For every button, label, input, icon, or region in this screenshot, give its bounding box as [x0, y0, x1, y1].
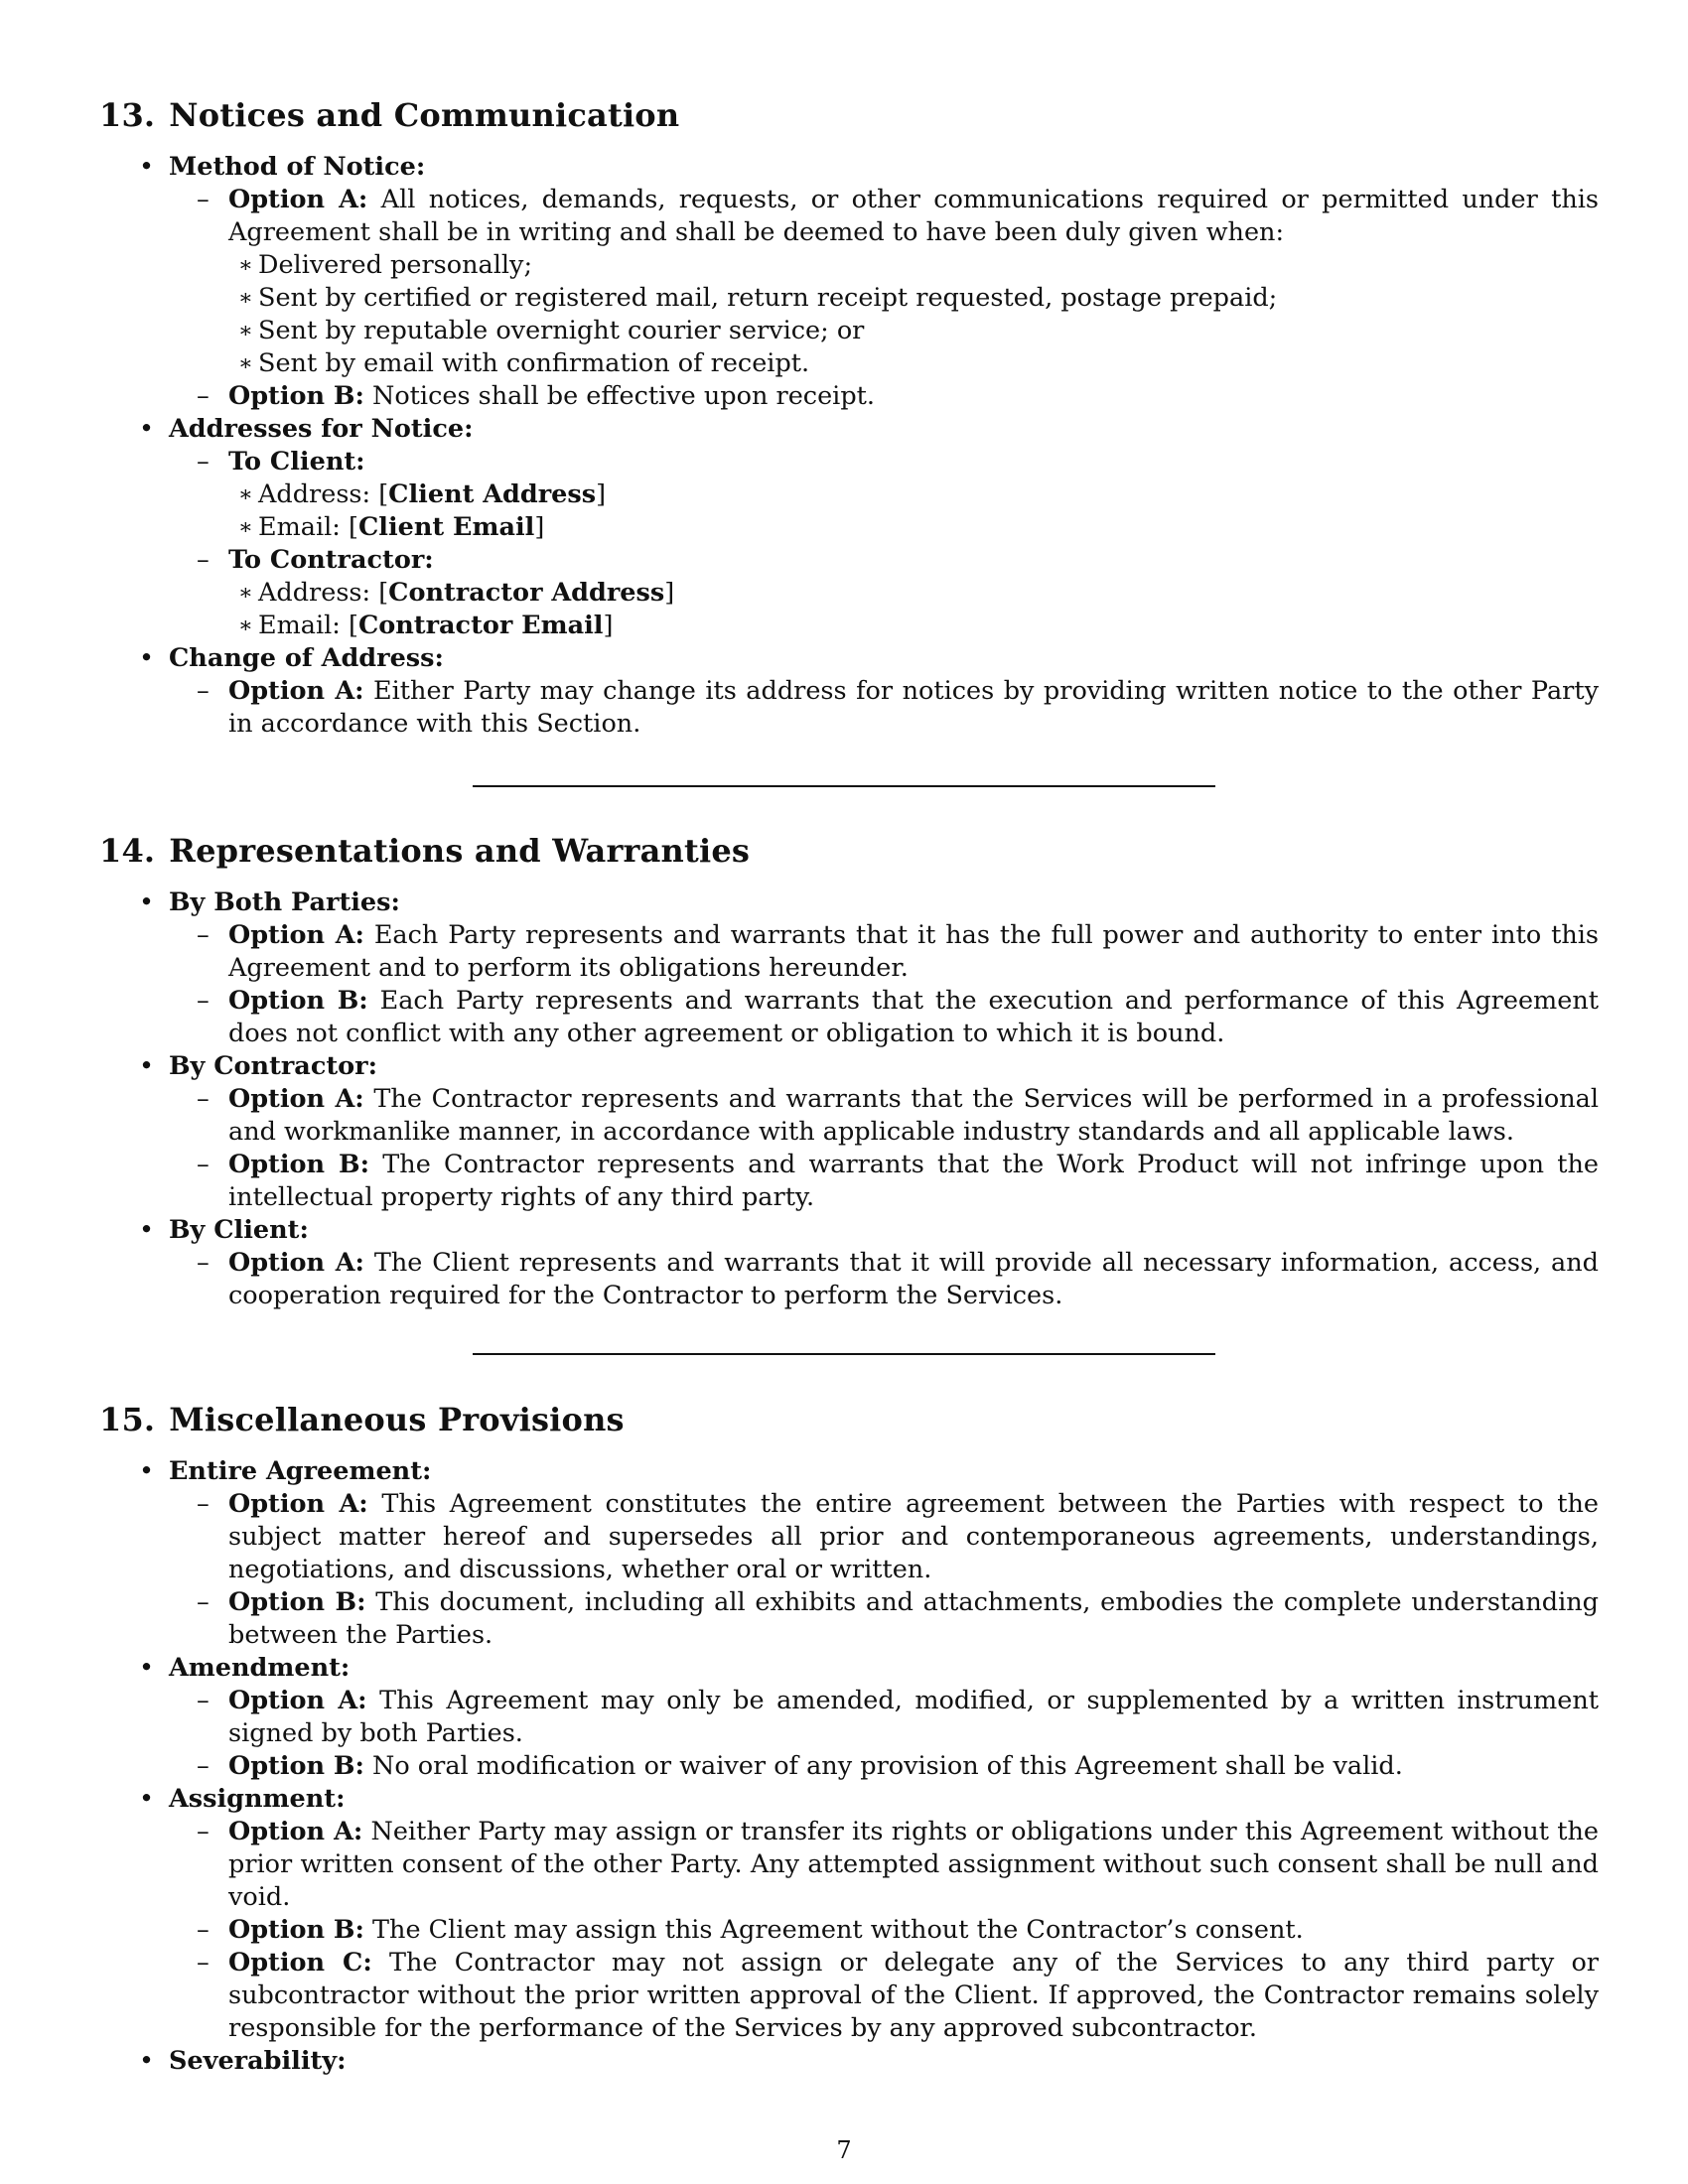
option-item: – To Contractor: ∗ Address: [Contractor Address] ∗ Email: [Contractor Email]: [169, 544, 1599, 642]
section-14-list: [0, 887, 1599, 1312]
option-label: Option B:: [228, 986, 368, 1016]
list-item: • Assignment: – Option A: Neither Party may assign or transfer its rights or obligations under this Agreement without the prior written consent of the other Party. Any attempted assignment without such consent shall be null and void. – Option B: The Client may assign this Agreement without the Contractor’s consent. – Option C: The Contractor may not assign or delegate any of the Services to any third party or subcontractor without the prior written approval of the Client. If approved, the Contractor remains solely responsible for the performance of the Services by any approved subcontractor.: [139, 1784, 1600, 2043]
section-divider: [473, 785, 1215, 787]
option-item: – Option B: No oral modification or waiver of any provision of this Agreement shall be valid.: [197, 1751, 1403, 1781]
list-item: [0, 151, 1599, 413]
section-divider: [473, 1353, 1215, 1355]
option-label: Option A:: [228, 1817, 363, 1846]
option-label: Option A:: [228, 1084, 364, 1114]
section-13-list: [0, 151, 1599, 741]
option-text: The Contractor may not assign or delegate any of the Services to any third party or subcontractor without the prior written approval of the Client. If approved, the Contractor remains solely responsible for the performance of the Services by any approved subcontractor.: [228, 1948, 1599, 2043]
option-label: Option A:: [228, 185, 368, 214]
option-text: This Agreement may only be amended, modified, or supplemented by a written instrument signed by both Parties.: [228, 1686, 1600, 1748]
option-label: Option C:: [228, 1948, 372, 1978]
option-item: – Option B: Each Party represents and warrants that the execution and performance of this Agreement does not conflict with any other agreement or obligation to which it is bound.: [197, 986, 1599, 1048]
option-text: Each Party represents and warrants that it has the full power and authority to enter into this Agreement and to perform its obligations hereunder.: [228, 920, 1599, 983]
item-heading: By Contractor:: [169, 1051, 377, 1081]
option-item: – Option A: The Client represents and warrants that it will provide all necessary information, access, and cooperation required for the Contractor to perform the Services.: [197, 1248, 1599, 1310]
item-heading: Severability:: [169, 2046, 347, 2076]
sub-item: ∗ Sent by certified or registered mail, return receipt requested, postage prepaid;: [238, 283, 1278, 313]
item-heading: Assignment:: [169, 1784, 346, 1814]
list-item: • By Contractor: – Option A: The Contractor represents and warrants that the Services will be performed in a professional and workmanlike manner, in accordance with applicable industry standards and all applicable laws. – Option B: The Contractor represents and warrants that the Work Product will not infringe upon the intellectual property rights of any third party.: [139, 1051, 1599, 1212]
item-heading: Change of Address:: [169, 643, 444, 673]
option-text: Each Party represents and warrants that the execution and performance of this Agreement does not conflict with any other agreement or obligation to which it is bound.: [228, 986, 1599, 1048]
option-label: Option B:: [228, 381, 364, 411]
item-heading: Entire Agreement:: [169, 1456, 432, 1486]
option-label: Option B:: [228, 1915, 364, 1945]
option-item: – To Client: ∗ Address: [Client Address] ∗ Email: [Client Email]: [169, 446, 1599, 544]
section-15-list: [0, 1455, 1599, 2078]
option-label: Option A:: [228, 1248, 364, 1278]
section-14-title: 14. Representations and Warranties: [99, 832, 751, 870]
option-item: – Option A: This Agreement constitutes the entire agreement between the Parties with respect to the subject matter hereof and supersedes all prior and contemporaneous agreements, understandings, negotiations, and discussions, whether oral or written.: [197, 1489, 1599, 1584]
option-text: No oral modification or waiver of any provision of this Agreement shall be valid.: [372, 1751, 1403, 1781]
option-label: Option A:: [228, 1686, 367, 1715]
item-heading: By Client:: [169, 1215, 309, 1245]
option-item: – Option B: This document, including all exhibits and attachments, embodies the complete understanding between the Parties.: [197, 1587, 1600, 1650]
option-label: Option B:: [228, 1150, 370, 1179]
option-item: – Option A: Neither Party may assign or transfer its rights or obligations under this Agreement without the prior written consent of the other Party. Any attempted assignment without such consent shall be null and void.: [197, 1817, 1600, 1912]
list-item: • Entire Agreement: – Option A: This Agreement constitutes the entire agreement between the Parties with respect to the subject matter hereof and supersedes all prior and contemporaneous agreements, understandings, negotiations, and discussions, whether oral or written. – Option B: This document, including all exhibits and attachments, embodies the complete understanding between the Parties.: [139, 1456, 1600, 1650]
list-item: • By Client: – Option A: The Client represents and warrants that it will provide all necessary information, access, and cooperation required for the Contractor to perform the Services.: [139, 1215, 1599, 1310]
list-item: • Addresses for Notice: – To Client: ∗ Address: [Client Address] ∗ Email: [Client Email] – To Contractor: ∗ Address: [Contractor Address] ∗ Email: [Contractor Email]: [0, 413, 1599, 642]
section-13-title: 13. Notices and Communication: [99, 96, 680, 134]
contractor-email-placeholder: Contractor Email: [357, 611, 604, 640]
list-item: • By Both Parties: – Option A: Each Party represents and warrants that it has the full power and authority to enter into this Agreement and to perform its obligations hereunder. – Option B: Each Party represents and warrants that the execution and performance of this Agreement does not conflict with any other agreement or obligation to which it is bound.: [139, 887, 1599, 1048]
option-label: Option A:: [228, 920, 364, 950]
list-item: • Change of Address: – Option A: Either Party may change its address for notices by providing written notice to the other Party in accordance with this Section.: [139, 643, 1599, 739]
option-text: All notices, demands, requests, or other communications required or permitted under this Agreement shall be in writing and shall be deemed to have been duly given when:: [228, 185, 1600, 247]
option-text: Neither Party may assign or transfer its rights or obligations under this Agreement without the prior written consent of the other Party. Any attempted assignment without such consent shall be null and void.: [228, 1817, 1600, 1912]
section-15-title: 15. Miscellaneous Provisions: [99, 1401, 625, 1438]
option-label: Option B:: [228, 1587, 366, 1617]
option-label: To Client:: [228, 447, 365, 477]
page-number: 7: [836, 2136, 852, 2164]
option-item: – Option A: Either Party may change its address for notices by providing written notice to the other Party in accordance with this Section.: [197, 676, 1599, 739]
option-item: – Option B: The Client may assign this Agreement without the Contractor’s consent.: [197, 1915, 1304, 1945]
option-label: To Contractor:: [228, 545, 434, 575]
sub-item: ∗ Sent by reputable overnight courier service; or: [238, 316, 865, 345]
item-heading: Amendment:: [169, 1653, 351, 1683]
option-text: Notices shall be effective upon receipt.: [372, 381, 875, 411]
option-text: The Client may assign this Agreement without the Contractor’s consent.: [372, 1915, 1304, 1945]
item-heading: By Both Parties:: [169, 887, 400, 917]
item-heading: Addresses for Notice:: [169, 414, 474, 444]
sub-item: ∗ Sent by email with confirmation of receipt.: [238, 348, 810, 378]
option-item: – Option B: The Contractor represents and warrants that the Work Product will not infringe upon the intellectual property rights of any third party.: [197, 1150, 1599, 1212]
option-text: The Client represents and warrants that it will provide all necessary information, access, and cooperation required for the Contractor to perform the Services.: [228, 1248, 1599, 1310]
sub-item: ∗ Address: [Client Address]: [238, 479, 607, 509]
option-item: – Option A: Each Party represents and warrants that it has the full power and authority to enter into this Agreement and to perform its obligations hereunder.: [197, 920, 1599, 983]
sub-item: ∗ Email: [Client Email]: [238, 512, 545, 542]
option-text: This Agreement constitutes the entire agreement between the Parties with respect to the subject matter hereof and supersedes all prior and contemporaneous agreements, understandings, negotiations, and discussions, whether oral or written.: [228, 1489, 1599, 1584]
option-label: Option B:: [228, 1751, 364, 1781]
list-item: • Amendment: – Option A: This Agreement may only be amended, modified, or supplemented by a written instrument signed by both Parties. – Option B: No oral modification or waiver of any provision of this Agreement shall be valid.: [139, 1653, 1600, 1781]
option-item: – Option C: The Contractor may not assign or delegate any of the Services to any third party or subcontractor without the prior written approval of the Client. If approved, the Contractor remains solely responsible for the performance of the Services by any approved subcontractor.: [197, 1948, 1599, 2043]
client-email-placeholder: Client Email: [357, 512, 535, 542]
option-item: – Option A: The Contractor represents and warrants that the Services will be performed in a professional and workmanlike manner, in accordance with applicable industry standards and all applicable laws.: [197, 1084, 1599, 1147]
list-item: • Severability:: [0, 2045, 1599, 2078]
option-label: Option A:: [228, 676, 364, 706]
option-text: This document, including all exhibits and attachments, embodies the complete understanding between the Parties.: [228, 1587, 1600, 1650]
sub-item: ∗ Address: [Contractor Address]: [238, 578, 675, 608]
sub-item: ∗ Email: [Contractor Email]: [238, 611, 614, 640]
contractor-address-placeholder: Contractor Address: [388, 578, 665, 608]
sub-item: ∗ Delivered personally;: [238, 250, 533, 280]
item-heading: Method of Notice:: [169, 152, 426, 182]
option-text: The Contractor represents and warrants that the Work Product will not infringe upon the intellectual property rights of any third party.: [228, 1150, 1599, 1212]
client-address-placeholder: Client Address: [388, 479, 597, 509]
option-item: – Option A: This Agreement may only be amended, modified, or supplemented by a written instrument signed by both Parties.: [197, 1686, 1600, 1748]
option-item: – Option B: Notices shall be effective upon receipt.: [197, 381, 875, 411]
bullet-marker: •: [139, 152, 155, 182]
option-label: Option A:: [228, 1489, 368, 1519]
option-item: – Option A: All notices, demands, requests, or other communications required or permitted under this Agreement shall be in writing and shall be deemed to have been duly given when: ∗ Delivered personally; ∗ Sent by certified or registered mail, return receipt requested, postage prepaid; ∗ Sent by reputable overnight courier service; or ∗ Sent by email with confirmation of receipt.: [197, 185, 1600, 378]
option-text: The Contractor represents and warrants that the Services will be performed in a professional and workmanlike manner, in accordance with applicable industry standards and all applicable laws.: [228, 1084, 1599, 1147]
option-text: Either Party may change its address for notices by providing written notice to the other Party in accordance with this Section.: [228, 676, 1599, 739]
